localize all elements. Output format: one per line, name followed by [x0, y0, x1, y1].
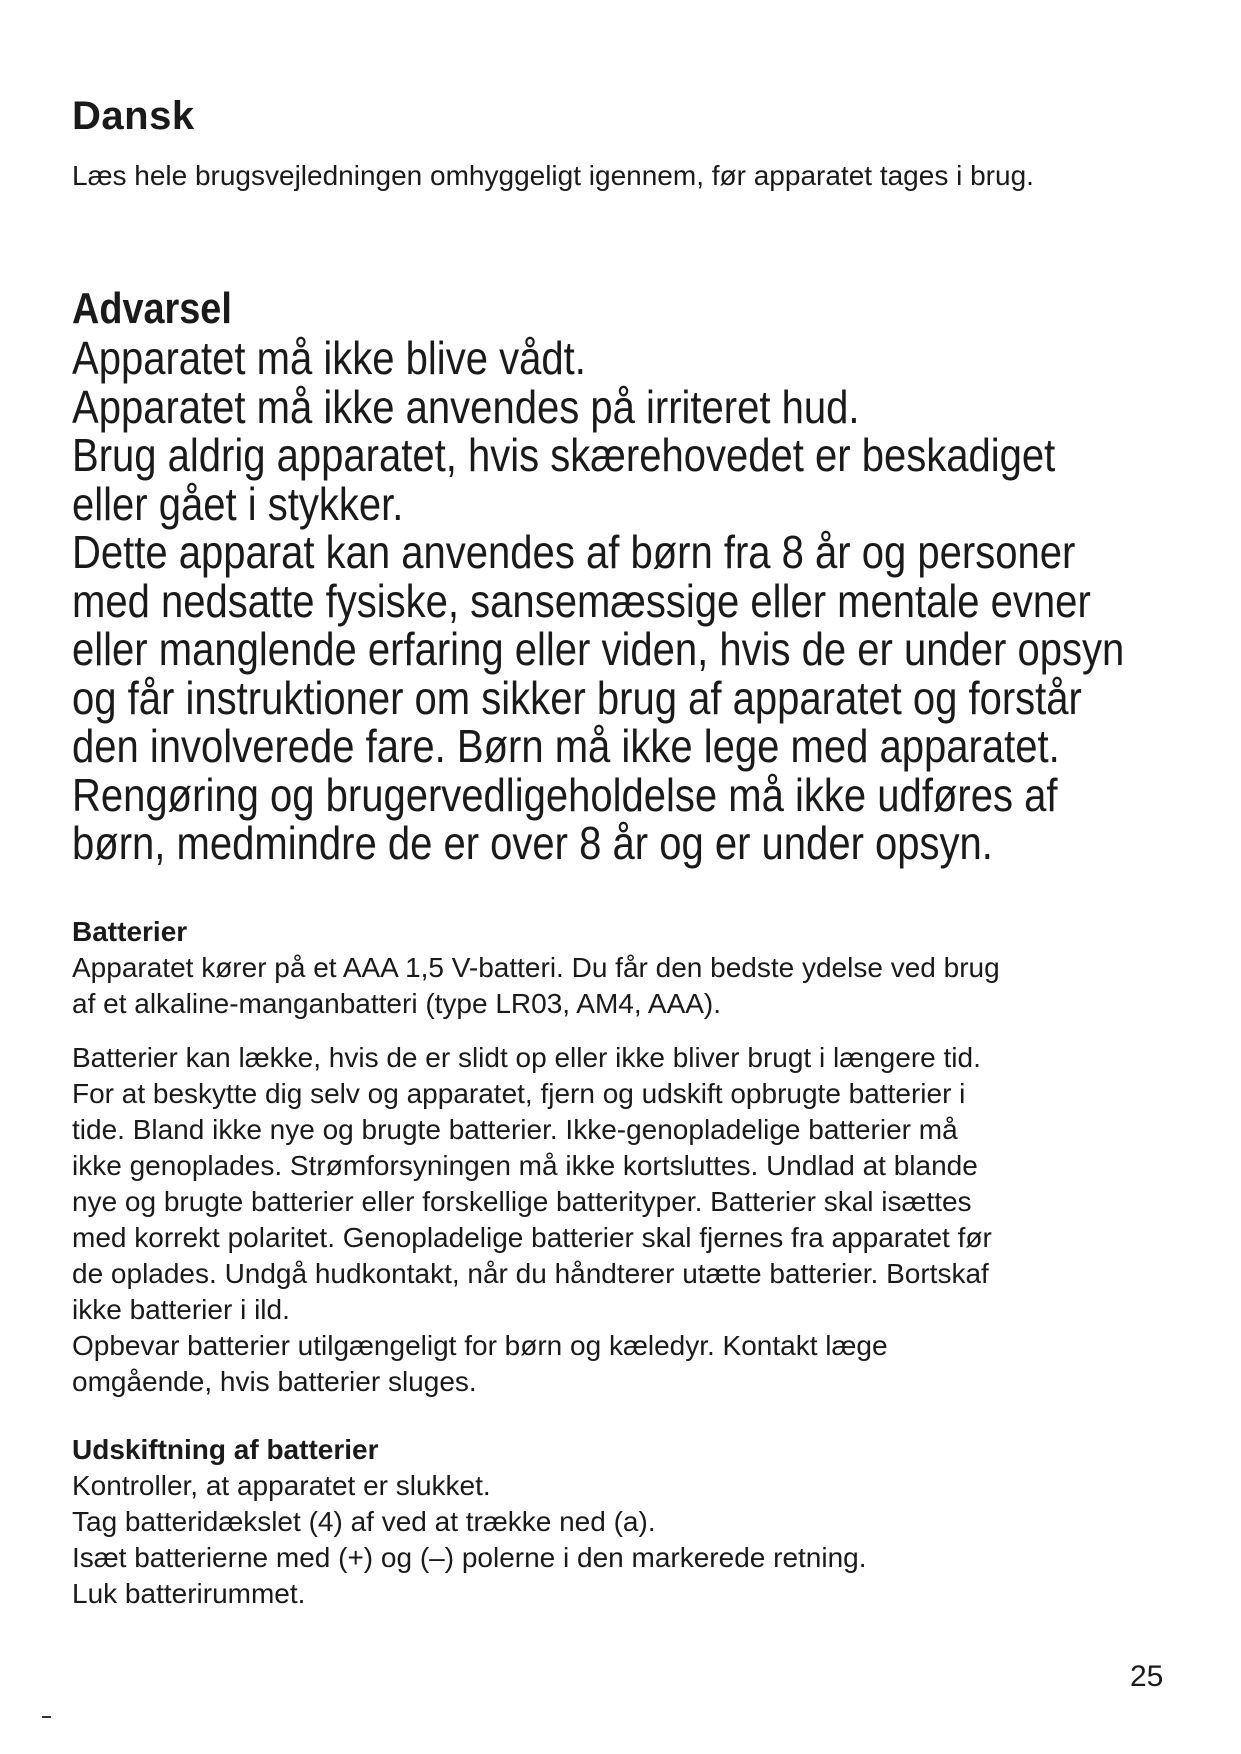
intro-text: Læs hele brugsvejledningen omhyggeligt igennem, før apparatet tages i brug. — [72, 160, 1034, 191]
warning-line: Apparatet må ikke blive vådt. — [72, 332, 586, 384]
text-line: omgående, hvis batterier sluges. — [72, 1366, 477, 1397]
crop-mark — [42, 1716, 51, 1718]
text-line: nye og brugte batterier eller forskellige batterityper. Batterier skal isættes — [72, 1186, 972, 1217]
warning-line: Dette apparat kan anvendes af børn fra 8 år og personer — [72, 526, 1076, 578]
warning-line: børn, medmindre de er over 8 år og er under opsyn. — [72, 817, 993, 869]
warning-line: Apparatet må ikke anvendes på irriteret hud. — [72, 380, 860, 433]
warning-heading: Advarsel — [72, 284, 232, 333]
text-line: de oplades. Undgå hudkontakt, når du håndterer utætte batterier. Bortskaf — [72, 1258, 989, 1289]
replacement-steps — [72, 1468, 1172, 1612]
text-line: tide. Bland ikke nye og brugte batterier. Ikke-genopladelige batterier må — [72, 1114, 958, 1145]
replacement-heading: Udskiftning af batterier — [72, 1434, 379, 1465]
step-line: Kontroller, at apparatet er slukket. — [72, 1470, 491, 1501]
page-number: 25 — [1130, 1660, 1164, 1693]
warning-line: eller manglende erfaring eller viden, hvis de er under opsyn — [72, 623, 1125, 675]
step-line: Isæt batterierne med (+) og (–) polerne i den markerede retning. — [72, 1542, 867, 1573]
step-line: Luk batterirummet. — [72, 1578, 306, 1609]
warning-line: den involverede fare. Børn må ikke lege med apparatet. — [72, 720, 1060, 772]
text-line: For at beskytte dig selv og apparatet, fjern og udskift opbrugte batterier i — [72, 1078, 966, 1109]
warning-line: og får instruktioner om sikker brug af apparatet og forstår — [72, 671, 1082, 724]
warning-text — [72, 334, 1203, 868]
batteries-paragraph-2 — [72, 1040, 1172, 1400]
text-line: med korrekt polaritet. Genopladelige batterier skal fjernes fra apparatet før — [72, 1222, 992, 1253]
batteries-heading: Batterier — [72, 916, 188, 947]
text-line: Opbevar batterier utilgængeligt for børn og kæledyr. Kontakt læge — [72, 1330, 888, 1361]
batteries-paragraph-1 — [72, 950, 1172, 1022]
warning-line: Rengøring og brugervedligeholdelse må ikke udføres af — [72, 768, 1058, 821]
language-heading: Dansk — [72, 94, 195, 138]
text-line: ikke batterier i ild. — [72, 1294, 290, 1325]
text-line: Apparatet kører på et AAA 1,5 V-batteri. Du får den bedste ydelse ved brug — [72, 952, 1000, 983]
warning-line: eller gået i stykker. — [72, 477, 404, 530]
warning-line: Brug aldrig apparatet, hvis skærehovedet er beskadiget — [72, 429, 1056, 481]
step-line: Tag batteridækslet (4) af ved at trække ned (a). — [72, 1506, 656, 1537]
text-line: ikke genoplades. Strømforsyningen må ikke kortsluttes. Undlad at blande — [72, 1150, 978, 1181]
text-line: af et alkaline-manganbatteri (type LR03, AM4, AAA). — [72, 988, 722, 1019]
text-line: Batterier kan lække, hvis de er slidt op eller ikke bliver brugt i længere tid. — [72, 1042, 981, 1073]
warning-line: med nedsatte fysiske, sansemæssige eller mentale evner — [72, 574, 1091, 627]
